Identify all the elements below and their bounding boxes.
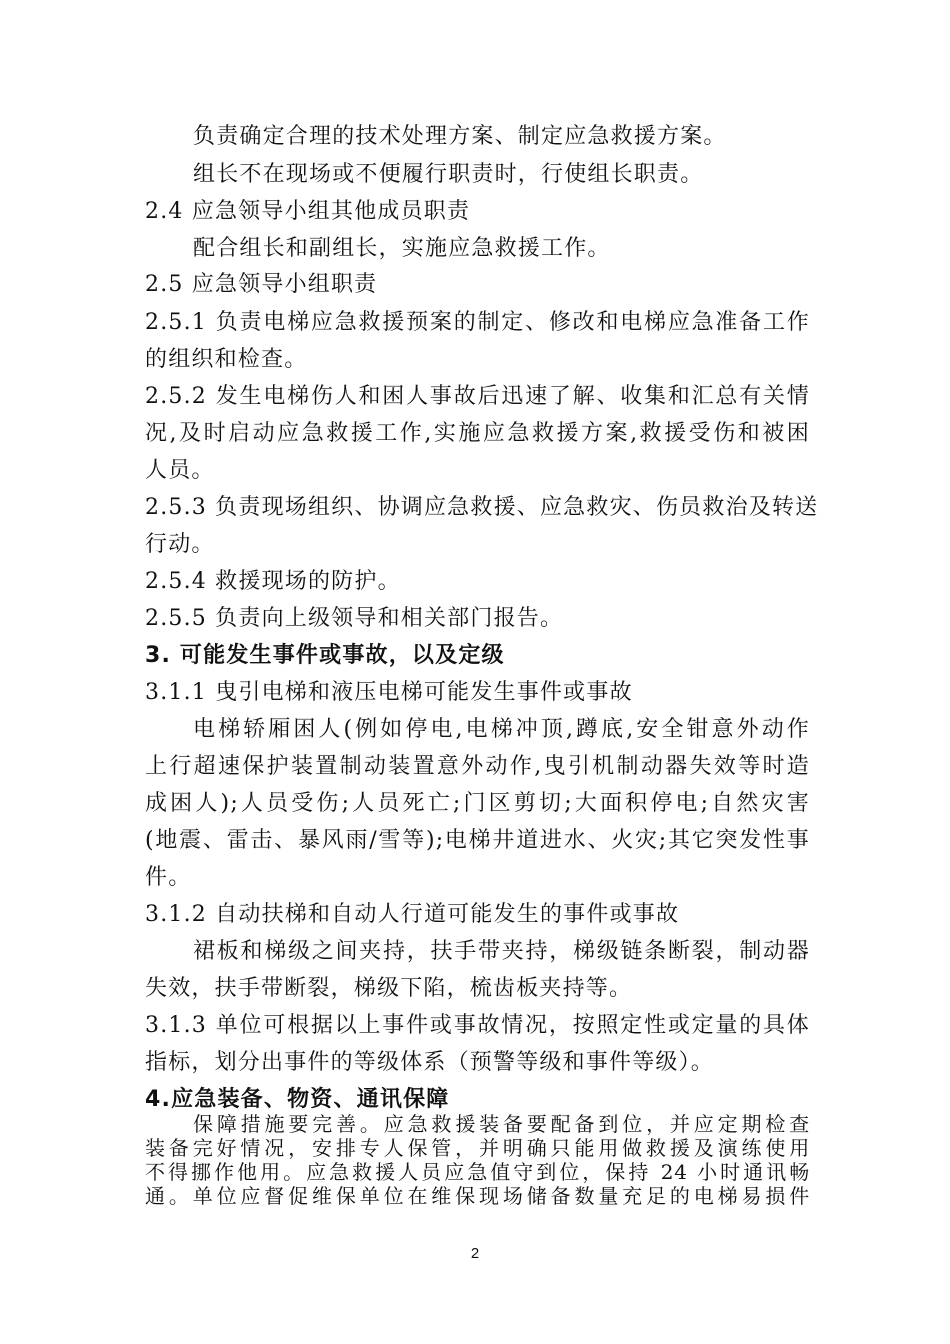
- text-line: 人员。: [145, 458, 215, 483]
- text-line: 通。单位应督促维保单位在维保现场储备数量充足的电梯易损件: [145, 1184, 810, 1208]
- section-heading: 3.1.1 曳引电梯和液压电梯可能发生事件或事故: [145, 680, 633, 705]
- text-line: 行动。: [145, 532, 215, 557]
- text-line: 的组织和检查。: [145, 347, 308, 372]
- text-line: 指标，划分出事件的等级体系（预警等级和事件等级）。: [145, 1050, 715, 1075]
- text-line: 2.5.5 负责向上级领导和相关部门报告。: [145, 606, 564, 631]
- text-line: 电梯轿厢困人(例如停电,电梯冲顶,蹲底,安全钳意外动作: [193, 717, 810, 742]
- section-heading: 2.5 应急领导小组职责: [145, 272, 378, 297]
- text-line: 况,及时启动应急救援工作,实施应急救援方案,救援受伤和被困: [145, 421, 810, 446]
- text-line: 2.5.3 负责现场组织、协调应急救援、应急救灾、伤员救治及转送: [145, 495, 819, 520]
- text-line: 组长不在现场或不便履行职责时，行使组长职责。: [193, 162, 704, 187]
- text-line: (地震、雷击、暴风雨/雪等);电梯井道进水、火灾;其它突发性事: [145, 828, 810, 853]
- section-heading: 3.1.2 自动扶梯和自动人行道可能发生的事件或事故: [145, 902, 680, 927]
- text-line: 2.5.2 发生电梯伤人和困人事故后迅速了解、收集和汇总有关情: [145, 384, 810, 409]
- text-line: 上行超速保护装置制动装置意外动作,曳引机制动器失效等时造: [145, 754, 810, 779]
- text-line: 保障措施要完善。应急救援装备要配备到位，并应定期检查: [193, 1112, 810, 1136]
- text-line: 3.1.3 单位可根据以上事件或事故情况，按照定性或定量的具体: [145, 1013, 810, 1038]
- text-line: 负责确定合理的技术处理方案、制定应急救援方案。: [193, 124, 727, 149]
- page-number: 2: [470, 1245, 480, 1262]
- section-heading: 4.应急装备、物资、通讯保障: [145, 1087, 450, 1112]
- text-line: 2.5.1 负责电梯应急救援预案的制定、修改和电梯应急准备工作: [145, 310, 810, 335]
- text-line: 2.5.4 救援现场的防护。: [145, 569, 401, 594]
- section-heading: 3. 可能发生事件或事故，以及定级: [145, 643, 505, 668]
- text-line: 件。: [145, 865, 192, 890]
- section-heading: 2.4 应急领导小组其他成员职责: [145, 199, 471, 224]
- text-line: 装备完好情况，安排专人保管，并明确只能用做救援及演练使用: [145, 1136, 810, 1160]
- text-line: 不得挪作他用。应急救援人员应急值守到位，保持 24 小时通讯畅: [145, 1160, 810, 1184]
- text-line: 成困人);人员受伤;人员死亡;门区剪切;大面积停电;自然灾害: [145, 791, 810, 816]
- text-line: 配合组长和副组长，实施应急救援工作。: [193, 236, 611, 261]
- text-line: 裙板和梯级之间夹持，扶手带夹持，梯级链条断裂，制动器: [193, 939, 810, 964]
- text-line: 失效，扶手带断裂，梯级下陷，梳齿板夹持等。: [145, 976, 633, 1001]
